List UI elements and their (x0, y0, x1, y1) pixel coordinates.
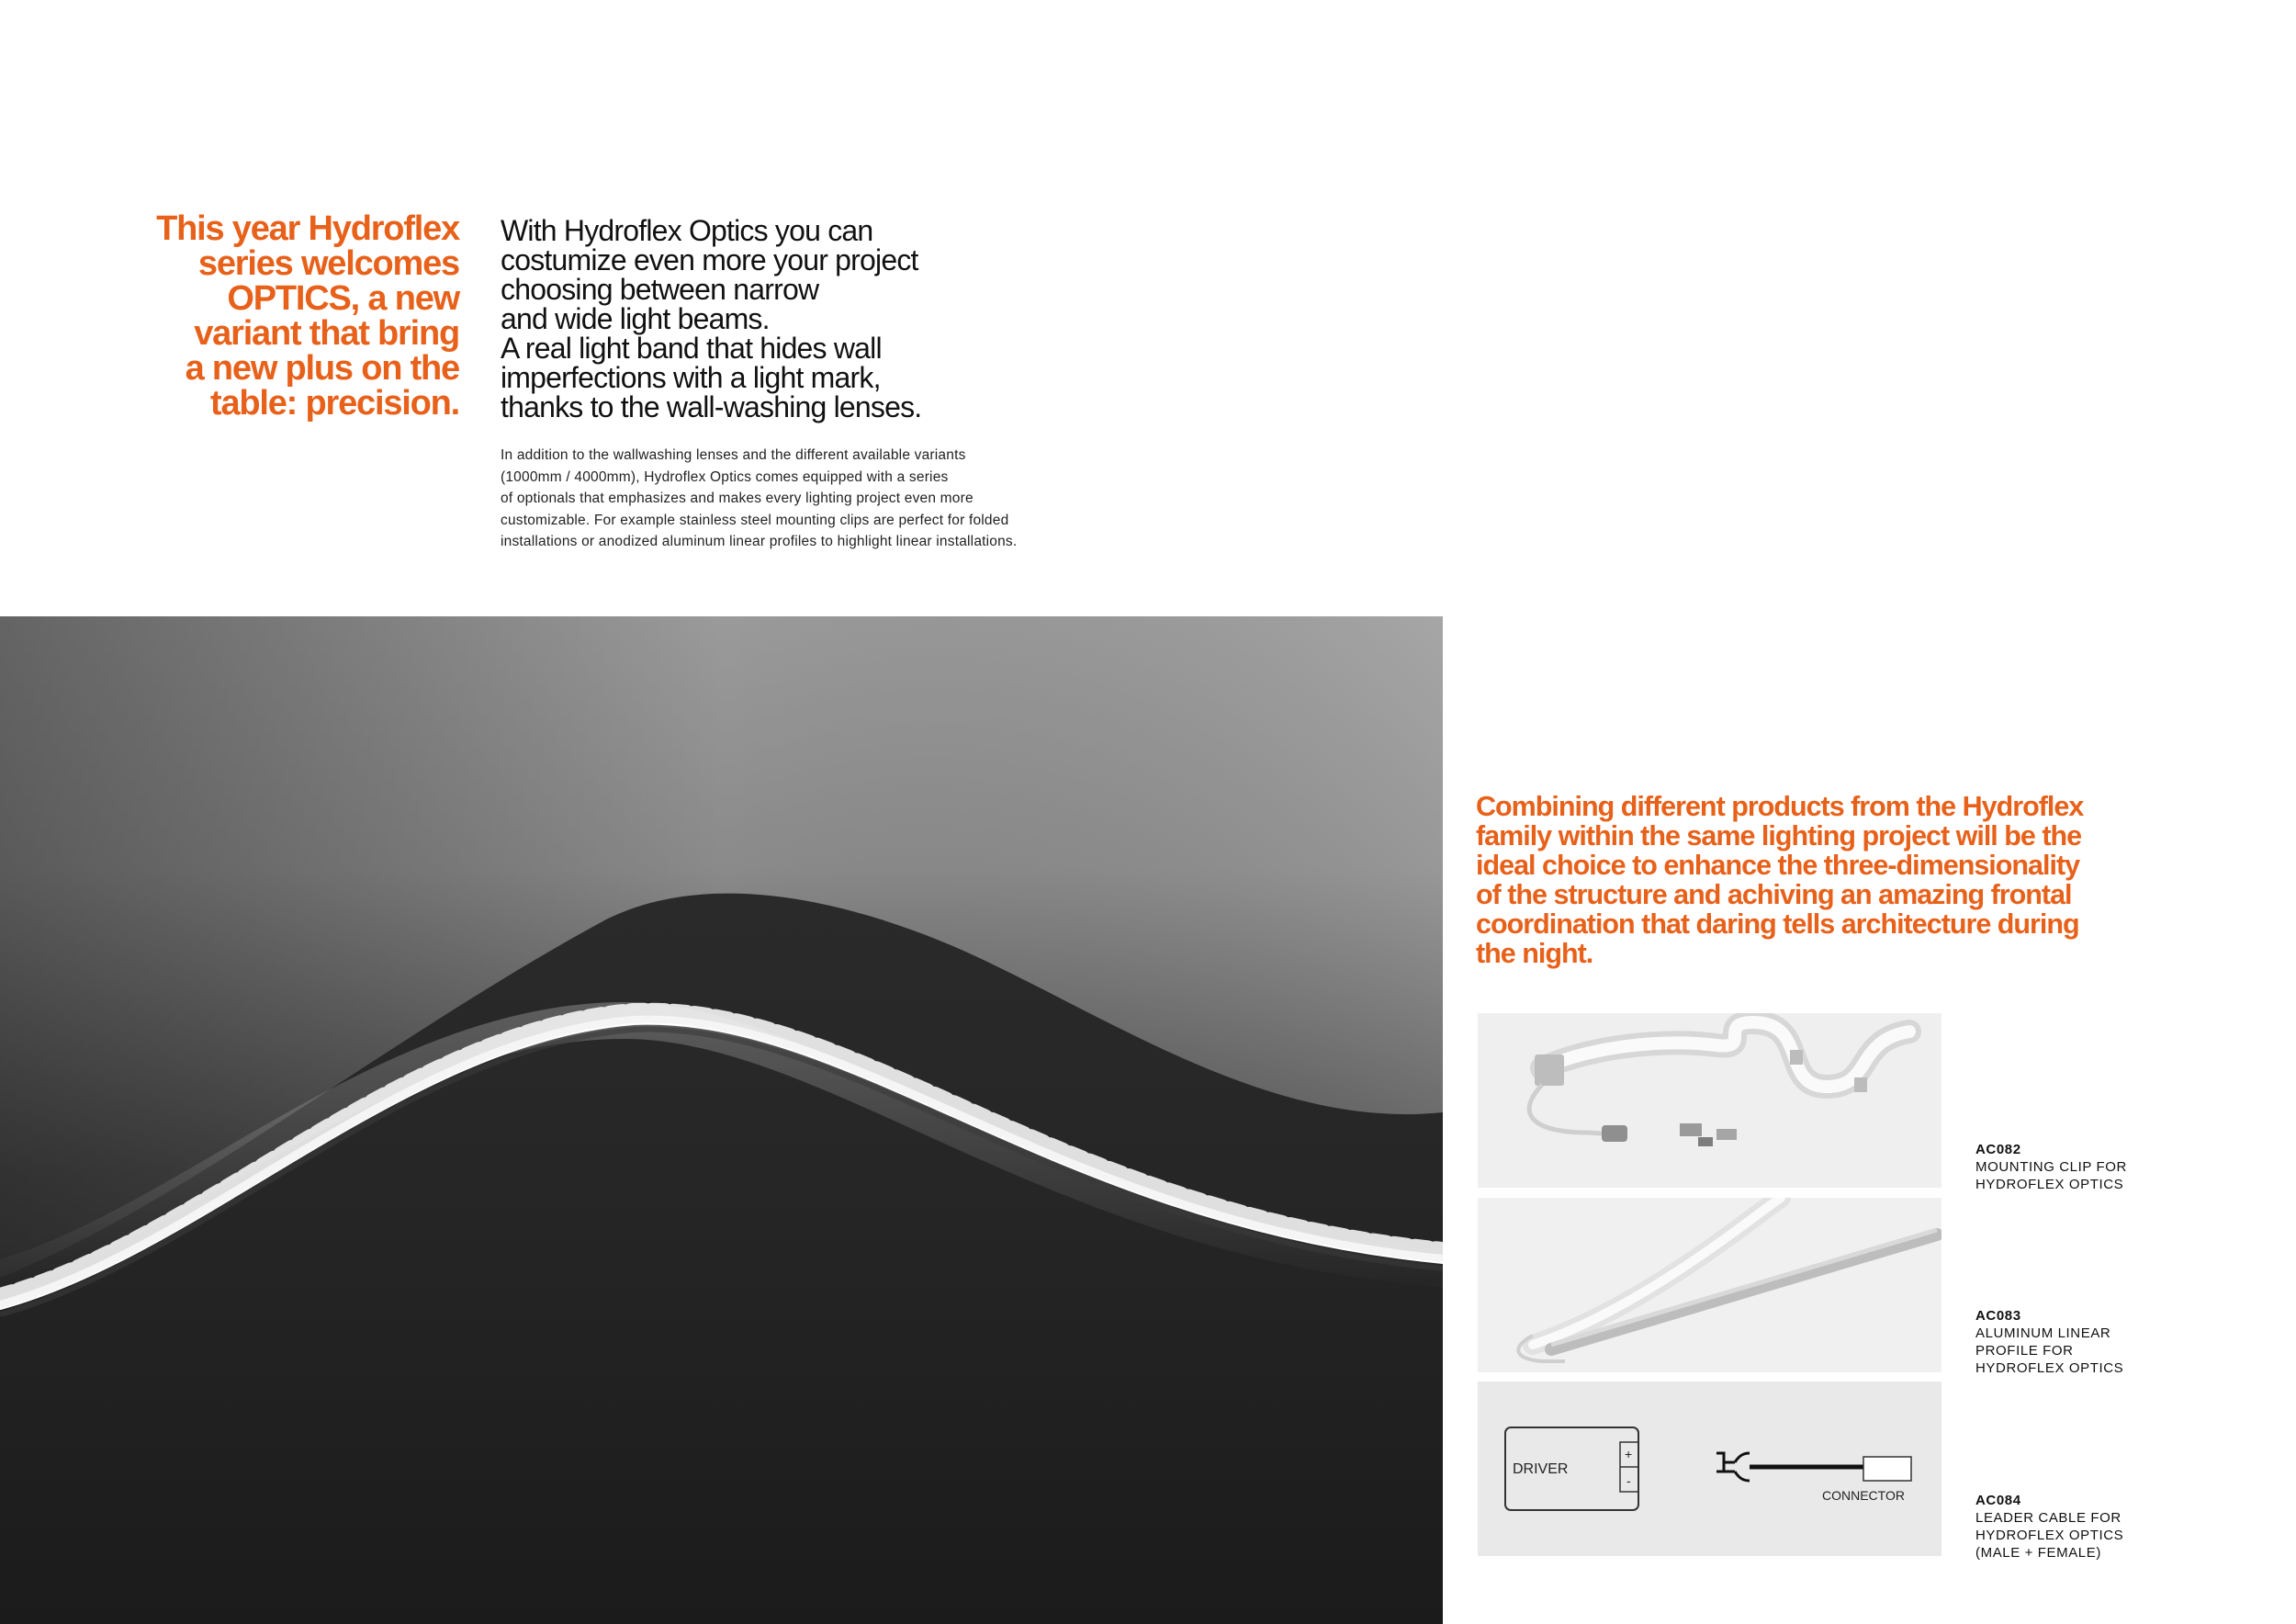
product-label-ac084 (1975, 1492, 2123, 1562)
product-code: AC084 (1975, 1493, 2021, 1508)
driver-label: DRIVER (1513, 1461, 1569, 1477)
product-description: LEADER CABLE FOR HYDROFLEX OPTICS (MALE + FEMALE) (1975, 1510, 2124, 1561)
tagline: Combining different products from the Hydroflex family within the same lighting project will be the ideal choice to enhance the three-dimensionality of the structure and achiving an amazing frontal coordination that daring tells architecture during the night. (1476, 791, 2084, 969)
intro-text: With Hydroflex Optics you can costumize even more your project choosing between narrow and wide light beams. A real light band that hides wall imperfections with a light mark, thanks to the wall-washing lenses. (501, 214, 922, 423)
product-code: AC083 (1975, 1308, 2021, 1324)
product-code: AC082 (1975, 1142, 2021, 1157)
product-image-aluminum-profile (1478, 1198, 1941, 1372)
minus-sign: - (1626, 1473, 1631, 1488)
headline: This year Hydroflex series welcomes OPTICS, a new variant that bring a new plus on the table: precision. (156, 209, 459, 423)
product-image-leader-cable-diagram (1478, 1382, 1941, 1556)
connector-label: CONNECTOR (1822, 1488, 1905, 1503)
product-label-ac082 (1975, 1141, 2127, 1193)
product-description: MOUNTING CLIP FOR HYDROFLEX OPTICS (1975, 1159, 2127, 1192)
plus-sign: + (1625, 1447, 1633, 1461)
body-copy: In addition to the wallwashing lenses and the different available variants (1000mm / 4000mm), Hydroflex Optics comes equipped with a series of optionals that emphasizes and makes every lighting project even more customizable. For example stainless steel mounting clips are perfect for folded installations or anodized aluminum linear profiles to highlight linear installations. (501, 447, 1018, 549)
connector-box (1863, 1457, 1911, 1481)
hero-photo-led-strip (0, 616, 1443, 1624)
product-description: ALUMINUM LINEAR PROFILE FOR HYDROFLEX OPTICS (1975, 1325, 2124, 1376)
product-label-ac083 (1975, 1307, 2123, 1377)
product-image-mounting-clip (1478, 1013, 1941, 1188)
